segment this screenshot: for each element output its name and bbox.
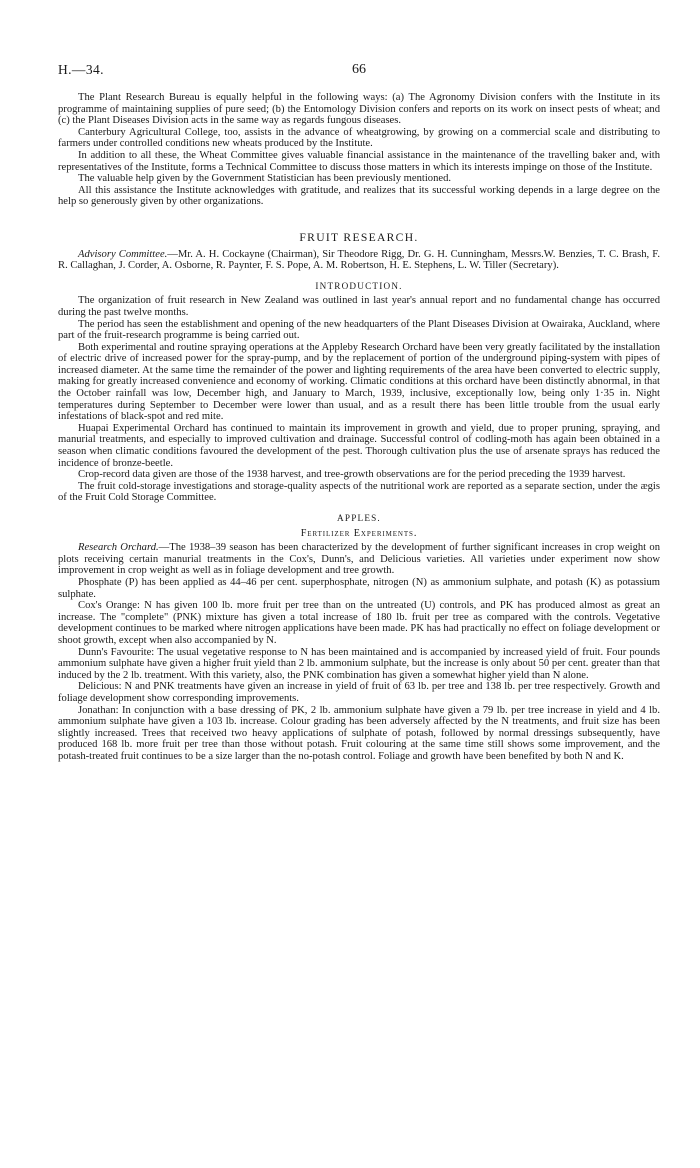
paragraph: Crop-record data given are those of the 1938 harvest, and tree-growth observations are for the period preceding the 1939 harvest. [78,469,626,481]
section-heading: FRUIT RESEARCH. [299,230,419,244]
page-header [58,62,660,82]
fruit-research-section [58,232,660,763]
paragraph: Huapai Experimental Orchard has continued to maintain its improvement in growth and yield, due to proper pruning, spraying, and manurial treatments, and especially to improved cultivation and drainage. Successful control of codling-moth has again been obtained in a season when climatic conditions favoured the development of the pest. Thorough cultivation plus the use of arsenate sprays has reduced the incidence of bronze-beetle. [58,422,660,469]
paragraph: Both experimental and routine spraying operations at the Appleby Research Orchard have been very greatly facilitated by the installation of electric drive of increased power for the spray-pump, and by the replacement of portion of the underground piping-system with pipes of increased diameter. At the same time the remainder of the power and lighting requirements of the area have been converted to electric supply, making for greatly increased convenience and economy of working. Climatic conditions at this orchard have been distinctly abnormal, in that the October rainfall was low, December high, and January to March, 1939, inclusive, exceptionally low, being only 1·35 in. Night temperatures during September to December were lower than usual, and as a result there has been little trouble from the usual early infestations of black-spot and red mite. [58,341,660,423]
subsubsection-heading: Fertilizer Experiments. [300,527,418,539]
advisory-committee-paragraph [58,249,660,272]
paragraph: Cox's Orange: N has given 100 lb. more fruit per tree than on the untreated (U) controls, and PK has produced almost as great an increase. The "complete" (PNK) mixture has given a total increase of 180 lb. fruit per tree as compared with the controls. Vegetative development continues to be marked where nitrogen applications have been made. PK has had practically no effect on foliage development or shoot growth, except when also accompanied by N. [58,600,660,646]
paragraph: All this assistance the Institute acknowledges with gratitude, and realizes that its successful working depends in a large degree on the help so generously given by other organizations. [58,184,660,208]
research-orchard-text: —The 1938–39 season has been characterized by the development of further significant increases in crop weight on plots receiving certain manurial treatments in the Cox's, Dunn's, and Delicious varieties. All varieties under experiment now show improvement in crop weight as well as in foliage development and tree growth. [58,542,660,577]
wheat-assistance-section [58,92,660,208]
research-orchard-label: Research Orchard. [78,542,159,554]
paragraph: In addition to all these, the Wheat Committee gives valuable financial assistance in the maintenance of the travelling baker and, with representatives of the Institute, forms a Technical Committee to discuss those matters in which its interests impinge on those of the Institute. [58,149,660,173]
paragraph: Phosphate (P) has been applied as 44–46 per cent. superphosphate, nitrogen (N) as ammonium sulphate, and potash (K) as potassium sulphate. [58,576,660,600]
paragraph: The Plant Research Bureau is equally helpful in the following ways: (a) The Agronomy Division confers with the Institute in its programme of maintaining supplies of pure seed; (b) the Entomology Division confers and reports on its work on insect pests of wheat; and (c) the Plant Diseases Division acts in the same way as regards fungous diseases. [58,92,660,127]
page-number: 66 [352,62,366,77]
page-content [58,92,660,762]
paragraph: The fruit cold-storage investigations and storage-quality aspects of the nutritional work are reported as a separate section, under the ægis of the Fruit Cold Storage Committee. [58,480,660,504]
paragraph: The organization of fruit research in New Zealand was outlined in last year's annual report and no fundamental change has occurred during the past twelve months. [58,295,660,318]
subsection-heading: INTRODUCTION. [315,280,403,291]
paragraph: Delicious: N and PNK treatments have given an increase in yield of fruit of 63 lb. per tree and 138 lb. per tree respectively. Growth and foliage development show corresponding improvements. [58,681,660,704]
report-reference: H.—34. [58,62,104,77]
paragraph: Dunn's Favourite: The usual vegetative response to N has been maintained and is accompanied by increased yield of fruit. Four pounds ammonium sulphate have given a higher fruit yield than 2 lb. ammonium sulphate, but the increase is only about 50 per cent. greater than that induced by the 2 lb. treatment. With this variety, also, the PNK combination has given a somewhat higher yield than N alone. [58,646,660,681]
paragraph: Canterbury Agricultural College, too, assists in the advance of wheatgrowing, by growing on a commercial scale and distributing to farmers under controlled conditions new wheats produced by the Institute. [58,126,660,150]
paragraph: The valuable help given by the Government Statistician has been previously mentioned. [78,173,452,185]
advisory-committee-label: Advisory Committee. [78,248,168,260]
advisory-committee-members: —Mr. A. H. Cockayne (Chairman), Sir Theodore Rigg, Dr. G. H. Cunningham, Messrs.W. Benzies, T. C. Brash, F. R. Callaghan, J. Corder, A. Osborne, R. Paynter, F. S. Pope, A. M. Robertson, H. E. Stephens, L. W. Tiller (Secretary). [58,248,660,272]
subsection-heading: APPLES. [337,513,381,523]
paragraph: Jonathan: In conjunction with a base dressing of PK, 2 lb. ammonium sulphate have given a 79 lb. per tree increase in yield and 4 lb. ammonium sulphate have given a 103 lb. increase. Colour grading has been adversely affected by the N treatments, and fruit size has been slightly increased. Trees that received two heavy applications of sulphate of potash, followed by normal dressings subsequently, have produced 168 lb. more fruit per tree than those without potash. Fruit colouring at the same time still shows some improvement, and the potash-treated fruit continues to be a size larger than the no-potash control. Foliage and growth have been benefited by both N and K. [58,704,660,762]
research-orchard-paragraph [58,542,660,577]
paragraph: The period has seen the establishment and opening of the new headquarters of the Plant Diseases Division at Owairaka, Auckland, where part of the fruit-research programme is being carried out. [58,318,660,342]
